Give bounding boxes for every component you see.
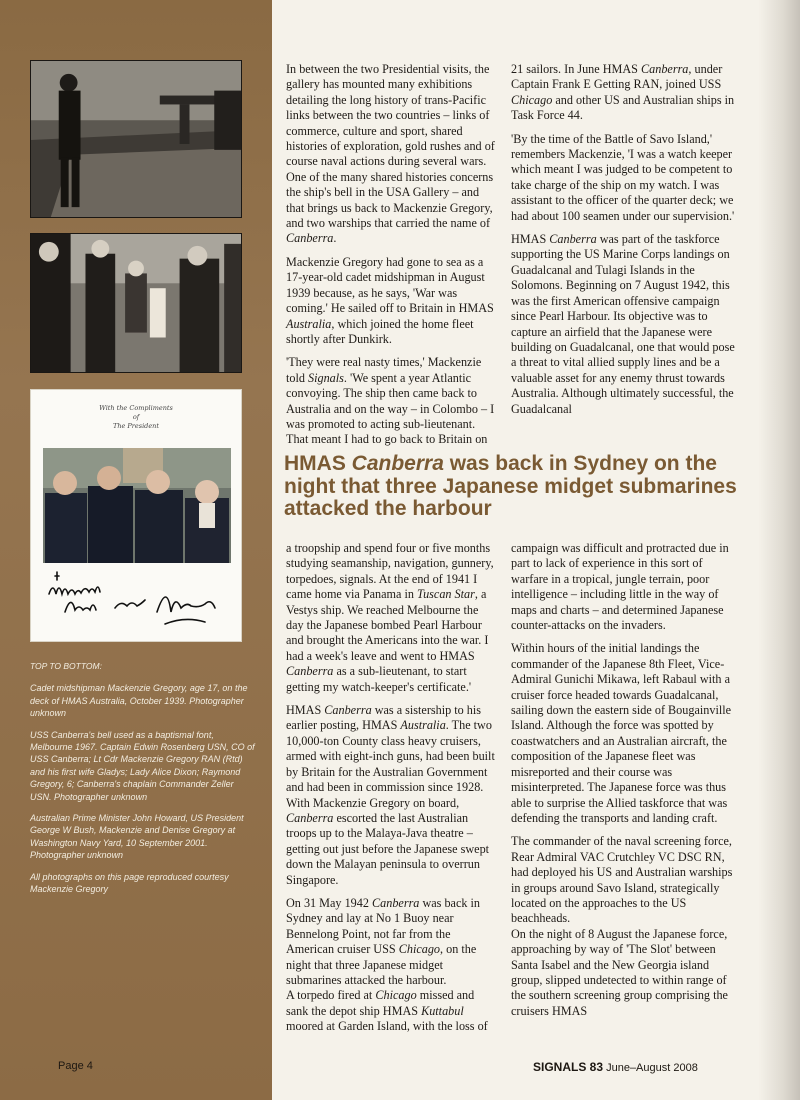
page-fold-shadow — [758, 0, 800, 1100]
paragraph: On the night of 8 August the Japanese force, approaching by way of 'The Slot' between Santa Isabel and the New Georgia island group, slipped undetected to within range of the southern screening group comprising the cruisers HMAS — [511, 926, 728, 1018]
paragraph: HMAS Canberra was part of the taskforce supporting the US Marine Corps landings on Guadalcanal and Tulagi Islands in the Solomons. Beginning on 7 August 1942, this was the first American offensive campaign since Pearl Harbour. Its objective was to capture an airfield that the Japanese were building on Guadalcanal, one that would pose a threat to vital allied supply lines and be a valuable asset for any enemy thrust towards Australia. Although ultimately successful, the Guadalcanal — [511, 232, 735, 416]
card-heading: With the Compliments of The President — [99, 404, 173, 430]
presidential-compliments-card — [30, 389, 242, 642]
magazine-title: SIGNALS 83 — [533, 1060, 604, 1074]
pull-quote-headline: HMAS Canberra was back in Sydney on the night that three Japanese midget submarines attacked the harbour — [284, 452, 737, 520]
page-number: Page 4 — [58, 1060, 93, 1072]
caption-cadet: Cadet midshipman Mackenzie Gregory, age 17, on the deck of HMAS Australia, October 1939. Photographer unknown — [30, 683, 248, 719]
paragraph: The commander of the naval screening force, Rear Admiral VAC Crutchley VC DSC RN, had deployed his US and Australian warships in groups around Savo Island, strategically located on the approaches to the US beachheads. — [511, 834, 733, 926]
paragraph: 'They were real nasty times,' Mackenzie told Signals. 'We spent a year Atlantic convoying. The ship then came back to Australia and on the way – in Colombo – I was promoted to acting sub-lieutenant. That meant I had to go back to Britain on — [286, 355, 495, 447]
paragraph: 'By the time of the Battle of Savo Island,' remembers Mackenzie, 'I was a watch keeper which meant I was judged to be competent to take charge of the ship on my watch. I was assistant to the officer of the quarter deck; we had about 100 seamen under our supervision.' — [511, 131, 735, 223]
photo-ships-bell-baptism — [30, 233, 242, 373]
caption-bell: USS Canberra's bell used as a baptismal font, Melbourne 1967. Captain Edwin Rosenberg USN, CO of USS Canberra; Lt Cdr Mackenzie Gregory RAN (Rtd) and his first wife Gladys; Lady Alice Dixon; Raymond Gregory, 6; Canberra's chaplain Commander Zeller USN. Photographer unknown — [30, 729, 255, 802]
paragraph: Mackenzie Gregory had gone to sea as a 17-year-old cadet midshipman in August 1939 because, as he says, 'War was coming.' He sailed off to Britain in HMAS Australia, which joined the home fleet shortly after Dunkirk. — [286, 254, 494, 346]
article-column-2 — [511, 62, 735, 425]
article-column-3 — [286, 541, 498, 1043]
caption-sidebar — [0, 0, 272, 1100]
paragraph: In between the two Presidential visits, the gallery has mounted many exhibitions detailing the long history of trans-Pacific links between the two countries – links of commerce, culture and sport, shared histories of exploration, gold rushes and of course naval actions during several wars. One of the many shared histories concerns the ship's bell in the USA Gallery – and that brings us back to Mackenzie Gregory, and two warships that carried the name of Canberra. — [286, 62, 495, 246]
page-footer — [533, 1060, 698, 1074]
handwritten-signature — [45, 564, 231, 632]
article-column-4 — [511, 541, 735, 1027]
paragraph: On 31 May 1942 Canberra was back in Sydney and lay at No 1 Buoy near Bennelong Point, not far from the American cruiser USS Chicago, on the night that three Japanese midget submarines attacked the harbour. — [286, 895, 480, 987]
paragraph: A torpedo fired at Chicago missed and sank the depot ship HMAS Kuttabul moored at Garden Island, with the loss of — [286, 988, 488, 1034]
photo-washington-navy-yard — [43, 448, 231, 563]
paragraph: Within hours of the initial landings the commander of the Japanese 8th Fleet, Vice-Admiral Gunichi Mikawa, left Rabaul with a cruiser force headed towards Guadalcanal, sailing down the eastern side of Bougainville Island. Although the force was spotted by coastwatchers and an Australian aircraft, the composition of the Japanese fleet was misreported and their course was misinterpreted. The Japanese force was thus able to surprise the Allied taskforce that was defending the transports and landing craft. — [511, 641, 732, 825]
paragraph: a troopship and spend four or five months studying seamanship, navigation, gunnery, torpedoes, signals. At the end of 1941 I came home via Panama in Tuscan Star, a Vestys ship. We reached Melbourne the day the Japanese bombed Pearl Harbour and brought the Americans into the war. I had a week's leave and went to HMAS Canberra as a sub-lieutenant, to start getting my watch-keeper's certificate.' — [286, 541, 494, 694]
caption-navy-yard: Australian Prime Minister John Howard, US President George W Bush, Mackenzie and Denise Gregory at Washington Navy Yard, 10 September 2001. Photographer unknown — [30, 813, 244, 861]
caption-credits: All photographs on this page reproduced courtesy Mackenzie Gregory — [30, 871, 229, 895]
article-column-1 — [286, 62, 498, 456]
paragraph: HMAS Canberra was a sistership to his earlier posting, HMAS Australia. The two 10,000-ton County class heavy cruisers, armed with eight-inch guns, had been built by Britain for the Australian Government and had been in commission since 1928. With Mackenzie Gregory on board, Canberra escorted the last Australian troops up to the Malaya-Java theatre – getting out just before the Japanese swept down the Malayan peninsula to overrun Singapore. — [286, 703, 495, 887]
captions-heading: TOP TO BOTTOM: — [30, 661, 102, 671]
photo-cadet-on-deck — [30, 60, 242, 218]
paragraph: 21 sailors. In June HMAS Canberra, under Captain Frank E Getting RAN, joined USS Chicago and other US and Australian ships in Task Force 44. — [511, 62, 735, 123]
paragraph: campaign was difficult and protracted due in part to lack of experience in this sort of warfare in a tropical, jungle terrain, poor intelligence – including little in the way of maps and charts – and determined Japanese counter-attacks on the invaders. — [511, 541, 729, 633]
issue-date: June–August 2008 — [603, 1062, 698, 1074]
photo-captions — [30, 660, 255, 905]
